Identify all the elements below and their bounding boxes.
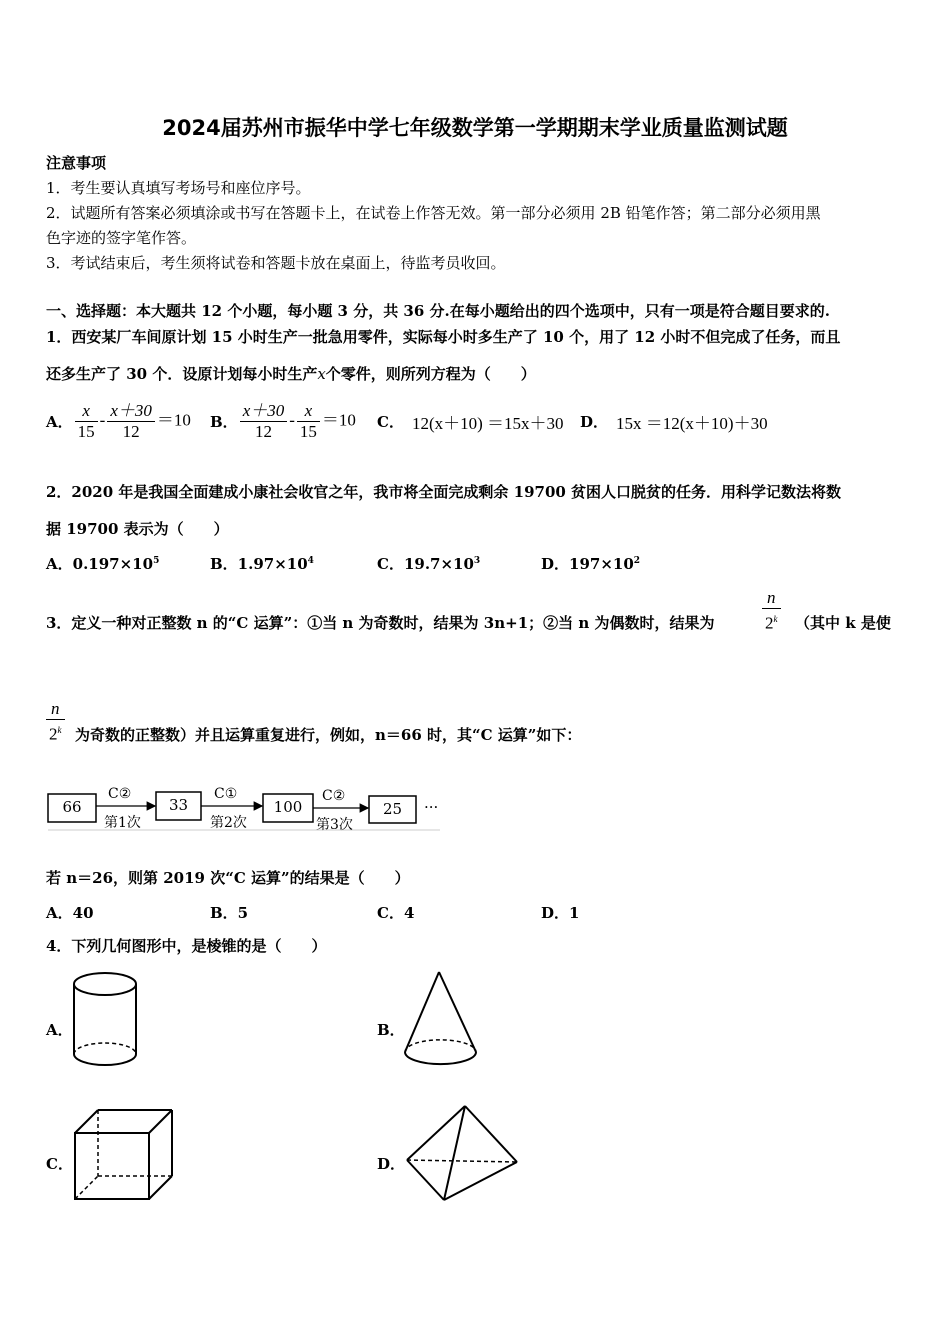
question-3-text-3: 若 n＝26，则第 2019 次“C 运算”的结果是（ ） [46, 869, 410, 887]
flow-step-label: 第2次 [210, 815, 247, 831]
question-4-text: 4．下列几何图形中，是棱锥的是（ ） [46, 937, 327, 955]
flow-box-100-label: 100 [273, 798, 303, 816]
question-2-option-c[interactable]: C．$19.7\times 10^3$ [377, 555, 481, 573]
question-4-option-d[interactable]: D． [377, 1155, 406, 1173]
question-1-text: 1．西安某厂车间原计划 15 小时生产一批急用零件，实际每小时多生产了 10 个，用了 12 小时不但完成了任务，而且 [46, 328, 841, 346]
fraction-n-over-2k: $\frac{n}{2^k}$ [44, 699, 67, 745]
question-3-option-d[interactable]: D．1 [541, 904, 580, 922]
fraction-n-over-2k: $\frac{n}{2^k}$ [760, 588, 783, 634]
question-1-option-a[interactable]: A． $\frac{x}{15}$ - $\frac{x+30}{12}$ ＝10 [46, 400, 191, 441]
question-3-text-2: 为奇数的正整数）并且运算重复进行，例如，n＝66 时，其“C 运算”如下： [75, 726, 582, 744]
flow-step-label: 第3次 [316, 817, 353, 833]
question-4-option-c[interactable]: C． [46, 1155, 73, 1173]
question-4-option-a[interactable]: A． [46, 1021, 73, 1039]
pyramid-figure [407, 1106, 517, 1200]
question-1-text-2: 还多生产了 30 个．设原计划每小时生产x个零件，则所列方程为（ ） [46, 365, 536, 383]
flow-step-label: 第1次 [104, 815, 141, 831]
question-4-option-b[interactable]: B． [377, 1021, 405, 1039]
flow-op-label: C② [108, 786, 132, 802]
question-3-option-c[interactable]: C．4 [377, 904, 415, 922]
question-3-option-a[interactable]: A．40 [46, 904, 94, 922]
section-heading: 一、选择题：本大题共 12 个小题，每小题 3 分，共 36 分.在每小题给出的四个选项中，只有一项是符合题目要求的. [46, 302, 830, 320]
notice-item: 3．考试结束后，考生须将试卷和答题卡放在桌面上，待监考员收回。 [46, 254, 506, 272]
page-title: 2024届苏州市振华中学七年级数学第一学期期末学业质量监测试题 [162, 116, 788, 140]
notice-item: 色字迹的签字笔作答。 [46, 229, 197, 247]
notice-item: 1．考生要认真填写考场号和座位序号。 [46, 179, 311, 197]
question-2-option-b[interactable]: B．$1.97\times 10^4$ [210, 555, 314, 573]
notice-heading: 注意事项 [46, 154, 107, 172]
question-3-text-cont: （其中 k 是使 [795, 614, 891, 632]
question-2-option-a[interactable]: A．$0.197\times 10^5$ [46, 555, 160, 573]
flow-ellipsis: ··· [424, 798, 439, 816]
flow-op-label: C① [214, 786, 238, 802]
cone-figure [405, 972, 476, 1064]
flow-box-66-label: 66 [62, 798, 82, 816]
question-1-option-c[interactable]: C． 12(x＋10) ＝15x＋30 [377, 412, 564, 433]
question-2-option-d[interactable]: D．$197\times 10^2$ [541, 555, 641, 573]
question-3-option-b[interactable]: B．5 [210, 904, 249, 922]
flow-op-label: C② [322, 788, 346, 804]
question-2-text: 2．2020 年是我国全面建成小康社会收官之年，我市将全面完成剩余 19700 贫困人口脱贫的任务．用科学记数法将数 [46, 483, 842, 501]
question-1-option-d[interactable]: D． 15x ＝12(x＋10)＋30 [580, 412, 768, 433]
question-1-option-b[interactable]: B． $\frac{x+30}{12}$ - $\frac{x}{15}$ ＝10 [210, 400, 356, 441]
question-3-text: 3．定义一种对正整数 n 的“C 运算”：①当 n 为奇数时，结果为 3n+1；②当 n 为偶数时，结果为 [46, 614, 715, 632]
question-2-text-2: 据 19700 表示为（ ） [46, 520, 229, 538]
notice-item: 2．试题所有答案必须填涂或书写在答题卡上，在试卷上作答无效。第一部分必须用 2B 铅笔作答；第二部分必须用黑 [46, 204, 821, 222]
cube-figure [75, 1110, 172, 1199]
cylinder-figure [74, 973, 136, 1065]
flow-box-25-label: 25 [382, 800, 403, 818]
flow-box-33-label: 33 [168, 796, 189, 814]
